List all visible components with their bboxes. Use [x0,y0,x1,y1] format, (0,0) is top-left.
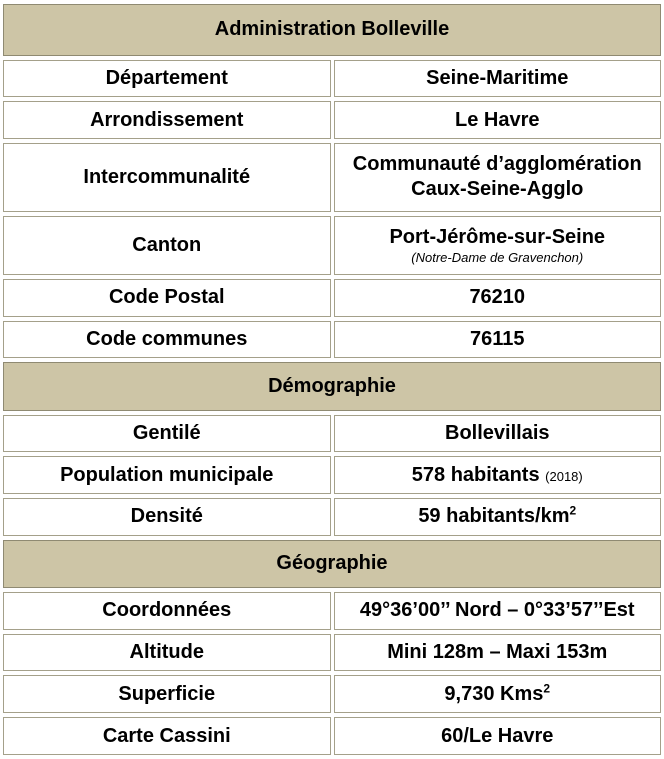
row-label: Arrondissement [3,101,331,139]
value-main: Port-Jérôme-sur-Seine [389,226,606,249]
section-title: Géographie [3,540,661,588]
table-row [3,143,661,212]
row-label: Code communes [3,321,331,359]
table-row [3,592,661,630]
value-year: (2018) [545,468,583,484]
row-value [334,675,662,713]
value-main: 578 habitants [411,463,540,486]
row-value: Seine-Maritime [334,60,662,98]
row-value: Le Havre [334,101,662,139]
row-value: Bollevillais [334,415,662,453]
value-main: 9,730 Kms [444,682,544,705]
row-label: Carte Cassini [3,717,331,755]
table-row [3,717,661,755]
value-note: (Notre-Dame de Gravenchon) [411,250,584,266]
value-line: Communauté d’agglomération [352,153,642,176]
header-row [3,4,661,56]
superscript: 2 [543,681,551,696]
row-value [334,456,662,494]
row-label: Coordonnées [3,592,331,630]
table-row [3,456,661,494]
row-value [334,498,662,536]
table-row [3,60,661,98]
table-row [3,321,661,359]
row-value: 76210 [334,279,662,317]
value-main: 59 habitants/km [418,505,570,528]
row-value: 49°36’00’’ Nord – 0°33’57’’Est [334,592,662,630]
table-row [3,415,661,453]
row-label: Intercommunalité [3,143,331,212]
row-value: 76115 [334,321,662,359]
row-value [334,216,662,275]
row-label: Code Postal [3,279,331,317]
row-label: Densité [3,498,331,536]
row-value [334,143,662,212]
table-row [3,279,661,317]
row-label: Altitude [3,634,331,672]
section-row [3,540,661,588]
table-row [3,101,661,139]
row-label: Département [3,60,331,98]
row-label: Superficie [3,675,331,713]
table-row [3,634,661,672]
row-label: Population municipale [3,456,331,494]
table-row [3,216,661,275]
row-label: Canton [3,216,331,275]
section-title: Démographie [3,362,661,410]
value-line: Caux-Seine-Agglo [411,178,584,201]
row-value: 60/Le Havre [334,717,662,755]
table-title: Administration Bolleville [3,4,661,56]
section-row [3,362,661,410]
superscript: 2 [569,503,577,518]
row-label: Gentilé [3,415,331,453]
table-row [3,675,661,713]
table-row [3,498,661,536]
row-value: Mini 128m – Maxi 153m [334,634,662,672]
